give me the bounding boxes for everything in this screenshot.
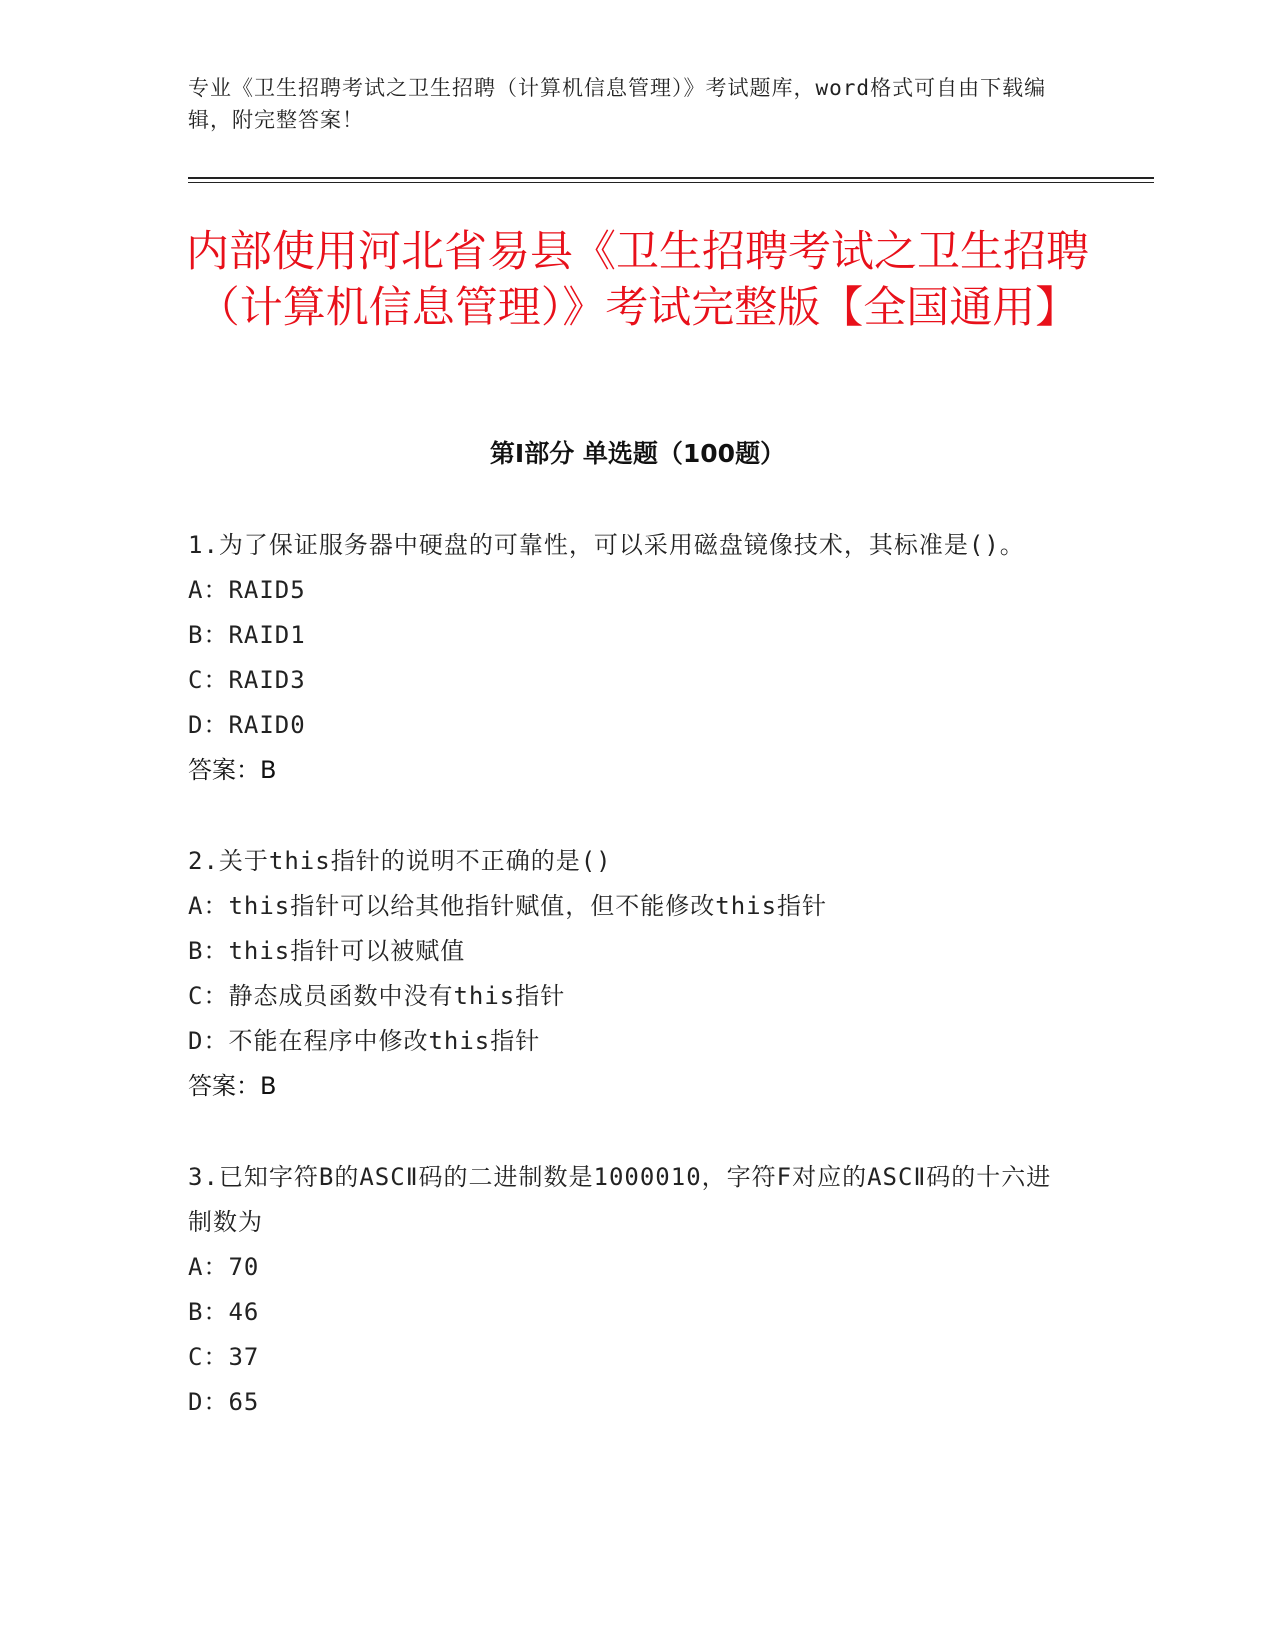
option-a: A：70 [188, 1253, 260, 1281]
document-title: 内部使用河北省易县《卫生招聘考试之卫生招聘（计算机信息管理）》考试完整版【全国通用】 [186, 227, 1089, 333]
question-stem: 2.关于this指针的说明不正确的是() [188, 847, 612, 875]
header-rule-thick [188, 177, 1154, 179]
option-a: A：RAID5 [188, 576, 306, 604]
option-c: C：RAID3 [188, 666, 306, 694]
option-a: A：this指针可以给其他指针赋值，但不能修改this指针 [188, 892, 828, 920]
option-b: B：46 [188, 1298, 260, 1326]
question-stem: 1.为了保证服务器中硬盘的可靠性，可以采用磁盘镜像技术，其标准是()。 [188, 531, 1025, 559]
answer-line: 答案：B [188, 756, 277, 784]
question-2 [188, 839, 1068, 1109]
option-b: B：RAID1 [188, 621, 306, 649]
section-heading: 第I部分 单选题（100题） [489, 439, 786, 468]
question-1 [188, 523, 1068, 793]
option-c: C：37 [188, 1343, 260, 1371]
header-rule-thin [188, 182, 1154, 183]
question-stem: 3.已知字符B的ASCⅡ码的二进制数是1000010，字符F对应的ASCⅡ码的十六进制数为 [188, 1163, 1052, 1236]
option-c: C：静态成员函数中没有this指针 [188, 982, 566, 1010]
answer-line: 答案：B [188, 1072, 277, 1100]
option-b: B：this指针可以被赋值 [188, 937, 466, 965]
option-d: D：65 [188, 1388, 260, 1416]
option-d: D：RAID0 [188, 711, 306, 739]
question-list [188, 523, 1068, 1471]
header-note: 专业《卫生招聘考试之卫生招聘（计算机信息管理）》考试题库，word格式可自由下载编辑，附完整答案！ [188, 76, 1047, 132]
question-3 [188, 1155, 1068, 1425]
option-d: D：不能在程序中修改this指针 [188, 1027, 541, 1055]
